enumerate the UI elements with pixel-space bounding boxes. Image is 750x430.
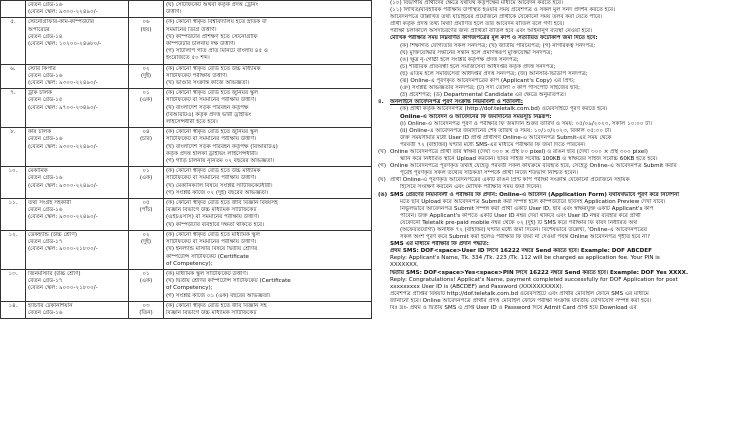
instruction-line <box>378 284 750 291</box>
post-cell <box>26 199 129 231</box>
table-row <box>1 1 372 18</box>
post-cell <box>26 64 129 89</box>
instruction-text: মৌখিক পরীক্ষার সময় নিম্নবর্ণিত কাগজপত্রের মূল কপি ও সত্যায়িত ফটোকপি জমা দিতে হবে: <box>390 35 598 42</box>
instruction-text: হিসেবে সংরক্ষণ করবেন এবং মৌখিক পরীক্ষার সময় জমা দিবেন। <box>400 184 542 191</box>
serial-cell: ৭. <box>1 89 26 128</box>
instruction-text: (১০) বিভাগীয় প্রার্থীদের ক্ষেত্রে যথাযথ কর্তৃপক্ষের মাধ্যমে আবেদন করতে হবে। <box>390 0 563 6</box>
instruction-line <box>378 262 750 269</box>
instruction-text: (ii) Online-এ আবেদনপত্র জমাদানের শেষ তারিখ ও সময়: ১০/১০/২০২৩, বিকাল ০৫:০০ টা। <box>400 127 612 134</box>
requirements-cell <box>164 230 372 269</box>
post-line: বেতন গ্রেড-১৬ <box>28 309 63 316</box>
instruction-text: Online আবেদনপত্রে প্রার্থী তার স্বাক্ষর (দৈর্ঘ্য ৩০০ × প্রস্থ ৮০ pixel) ও রঙিন ছবি (দৈর্ঘ্য ৩০০ × প্রস্থ ৩০০ pixel) <box>390 148 648 155</box>
instruction-line <box>378 85 750 92</box>
instruction-text: Reply: Congratulations! Applicat's Name, payment completed successfully for DOF Application for post <box>390 276 678 283</box>
instruction-text: যেকোনো Teletalk pre-paid mobile নম্বর থেকে ০২ (দুই) টি SMS করে পরীক্ষার ফি বাবদ নির্ধারিত অর্থ <box>400 219 637 226</box>
requirements-cell <box>164 167 372 199</box>
requirement-line: (ক) মাধ্যমিক স্কুল সার্টিফিকেট উত্তীর্ণ। <box>166 270 248 277</box>
instruction-line <box>378 170 750 177</box>
requirement-line: (খ) বাংলাদেশ সড়ক পরিবহন কর্তৃপক্ষ <box>166 104 249 111</box>
instruction-line <box>378 128 750 135</box>
requirements-cell <box>164 89 372 128</box>
instruction-line <box>378 57 750 64</box>
post-line: বেতন গ্রেড-১৬ <box>28 72 63 79</box>
instruction-line <box>378 255 750 262</box>
post-line: বেতন গ্রেড-১৭ <box>28 239 63 246</box>
instruction-line <box>378 305 750 312</box>
requirement-line: (গ) সংশ্লিষ্ট কাজে ০১ (এক) বছরের অভিজ্ঞতা। <box>166 292 271 299</box>
instruction-text: (ক) প্রার্থী কর্তৃক আবেদনপত্র (http://dof.teletalk.com.bd) ওয়েবসাইটে পূরণ করতে হবে। <box>400 106 608 113</box>
requirements-cell <box>164 269 372 301</box>
post-line: বেতন গ্রেড-১৬ <box>28 175 63 182</box>
post-cell <box>26 18 129 64</box>
instruction-line <box>378 277 750 284</box>
serial-cell: ১২. <box>1 230 26 269</box>
vacancy-table-column <box>0 0 372 430</box>
post-cell <box>26 301 129 318</box>
post-line: (বেতন স্কেল: ৯৩০০-২২৪৯০/- <box>28 80 98 87</box>
requirement-line: কম্পিটেন্সি সার্টিফিকেট (Certificate <box>166 253 249 260</box>
instruction-line <box>378 114 750 121</box>
requirement-line: (ক) কোনো স্বীকৃত বোর্ড হতে জীব বিজ্ঞান বিষয়সহ <box>166 200 278 207</box>
instruction-text: আবেদনপত্রে উল্লিখিত তথ্য যাচাইয়ের প্রয়োজনে প্রার্থীকে যেকোনো সময় তলব করা যেতে পারে। <box>390 14 603 21</box>
post-line: তথ্য সংগ্রহ সহকারী <box>28 200 72 207</box>
instruction-line <box>378 192 750 199</box>
serial-cell: ১০. <box>1 167 26 199</box>
post-line: বেতন গ্রেড-১৭ <box>28 278 63 285</box>
requirement-line: (খ) দ্বিতীয় শ্রেণির কম্পিটেন্সি সার্টিফিকেট (Certificate <box>166 278 291 285</box>
instruction-text: মতে ছবি Upload করে আবেদনপত্র Submit করা সম্পন্ন হলে কম্পিউটারে ছবিসহ Application Preview দেখা যাবে। <box>400 198 666 205</box>
instruction-line <box>378 156 750 163</box>
post-cell <box>26 230 129 269</box>
instruction-text: প্রথম SMS: DOF<space>User ID লিখে 16222 নম্বরে Send করতে হবে। Example: DOF ABCDEF <box>390 248 652 255</box>
instruction-line <box>378 199 750 206</box>
instruction-text: (অফেরতযোগ্য) অনধিক ৭২ (বাহাত্তর) ঘণ্টার মধ্যে জমা দিবেন। বিশেষভাবে উল্লেখ্য, 'Online-এ আবেদনপত্রের <box>400 227 647 233</box>
instruction-text: (ঝ) Online-এ পূরণকৃত আবেদনপত্রের কপি (Applicant's Copy) এর প্রিন্ট; <box>400 78 575 85</box>
instruction-text: সকল অংশ পূরণ করে Submit করা হলেও পরীক্ষার ফি জমা না দেওয়া পর্যন্ত Online আবেদনপত্র গৃহীত হবে না।' <box>400 234 651 241</box>
instruction-line <box>378 177 750 184</box>
instruction-line <box>378 92 750 99</box>
instruction-line <box>378 78 750 85</box>
instruction-text: অনলাইনে আবেদনপত্র পূরণ সংক্রান্ত নিয়মাবলী ও শর্তাবলী: <box>390 99 523 106</box>
post-cell <box>26 1 129 18</box>
instruction-line <box>378 21 750 28</box>
instruction-text: xxxxxxxxx User ID is (ABCDEF) and Password (XXXXXXXXXX). <box>390 283 564 290</box>
instruction-text: SMS এর মাধ্যমে পরীক্ষার ফি প্রদান পদ্ধতি: <box>390 241 489 248</box>
instruction-text: XXXXXXX. <box>390 262 419 269</box>
instruction-line <box>378 35 750 42</box>
requirement-line: সার্টিফিকেট পরীক্ষায় উত্তীর্ণ। <box>166 72 228 79</box>
requirement-line: (ক) কোনো স্বীকৃত বোর্ড হতে জীব বিজ্ঞান সহ <box>166 302 267 309</box>
item-marker: (ঘ) <box>378 177 386 184</box>
item-marker: (ঙ) <box>378 191 388 198</box>
post-line: কার চালক <box>28 129 52 136</box>
vacancy-count-cell: ০৩ (তিন) <box>129 301 164 318</box>
requirement-line: লাইসেন্সধারী হতে হবে। <box>166 119 218 126</box>
post-line: (বেতন স্কেল: ৯৩০০-২২৪৯০/- <box>28 214 98 221</box>
requirement-line: (বিআরটিএ) কর্তৃক প্রদত্ত ভারী ড্রাইভিং <box>166 111 252 118</box>
instruction-text: বিঃ দ্রঃ- প্রথম ও দ্বিতীয় SMS এ প্রাপ্ত User ID ও Password দিয়ে Admit Card প্রাপ্ত হয়ে Download এর <box>390 305 637 312</box>
post-line: ট্রাক চালক <box>28 90 53 97</box>
instruction-line <box>378 248 750 255</box>
requirements-cell <box>164 1 372 18</box>
instruction-text: জানানো হবে। Online আবেদনপত্রে প্রার্থীর প্রদত্ত মোবাইল ফোনে পরীক্ষা সংক্রান্ত যাবতীয় যোগাযোগ সম্পন্ন করা হবে। <box>390 297 652 304</box>
instruction-text: উক্ত সময়সীমার মধ্যে User ID প্রাপ্ত প্রার্থীগণ Online-এ আবেদনপত্র Submit-এর সময় থেকে <box>400 134 612 141</box>
post-line: (বেতন স্কেল: ৯৩০০-২২৪৯০/- <box>28 9 98 16</box>
requirement-line: (খ) মেকানিক্যাল বিষয়ে সংশ্লিষ্ট সার্টিফিকেটধারী। <box>166 182 273 189</box>
instruction-text: (ক) শিক্ষাগত যোগ্যতার সকল সনদপত্র; (খ) জাতীয় পরিচয়পত্র; (গ) নাগরিকত্ব সনদপত্র; <box>400 42 596 49</box>
instruction-text: প্রবেশপত্র প্রাপ্তির বিষয়টি http://dof.teletalk.com.bd ওয়েবসাইটে এবং প্রার্থীর মোবাইল ফোনে SMS এর মাধ্যমে <box>390 290 649 297</box>
requirement-line: সমমানের ডিগ্রি উত্তীর্ণ। <box>166 26 217 33</box>
instruction-text: পরবর্তী ৭২ (বাহাত্তর) ঘণ্টার মধ্যে SMS-এর মাধ্যমে পরীক্ষার ফি জমা দিতে পারবেন। <box>400 141 586 148</box>
requirement-line: ইংরেজিতে ৫০ শব্দ। <box>166 55 210 62</box>
instruction-line <box>378 241 750 248</box>
requirement-line: (খ) ভাণ্ডার সংক্রান্ত কাজে অভিজ্ঞতা। <box>166 80 250 87</box>
requirement-line: সার্টিফিকেট বা সমমানের পরীক্ষায় উত্তীর্ণ। <box>166 239 257 246</box>
instruction-text: (ঘ) মুক্তিযোদ্ধার সন্তানের সন্তান হলে প্রমাণস্বরূপ মুক্তিযোদ্ধা সনদপত্র; <box>400 49 553 56</box>
instruction-line <box>378 28 750 35</box>
table-row <box>1 64 372 89</box>
instruction-text: Reply: Applicant's Name, Tk. 334 /Tk. 223 /Tk. 112 will be charged as application fee. Your PIN is <box>390 255 660 262</box>
instruction-text: SMS প্রেরণের নিয়মাবলী ও পরীক্ষার ফি প্রদান: Online-এ আবেদন (Application Form) যথাযথভাবে পূরণ করে নির্দেশনা <box>390 191 680 198</box>
instruction-line <box>378 7 750 14</box>
requirement-line: (ঘ) সেটিফিকেট অথবা কর্তৃক প্রদত্ত ট্রেনিং <box>166 2 259 8</box>
table-row <box>1 301 372 318</box>
vacancy-count-cell: ০১ (এক) <box>129 89 164 128</box>
requirements-cell <box>164 199 372 231</box>
instruction-text: স্ক্যান করে নির্ধারিত স্থানে Upload করবেন। ছবির সাইজ সর্বোচ্চ 100KB ও স্বাক্ষরের সাইজ সর্বোচ্চ 60KB হতে হবে। <box>400 156 658 163</box>
instruction-line <box>378 291 750 298</box>
vacancy-count-cell: ০১ (এক) <box>129 269 164 301</box>
post-line: (বেতন স্কেল: ৯৩০০-২২৪৯০/- <box>28 182 98 189</box>
requirement-line: সার্টিফিকেট বা সমমানের পরীক্ষায় উত্তীর্ণ। <box>166 175 257 182</box>
requirement-line: বিজ্ঞান বিভাগে উচ্চ মাধ্যমিক সার্টিফিকেট <box>166 309 257 316</box>
instruction-text: পাবেন। উক্ত Applicant's কপিতে একটি User ID নম্বর দেয়া থাকবে এবং User ID নম্বর ব্যবহার করে প্রার্থী <box>400 212 641 219</box>
instruction-text: (ঞ) সংশ্লিষ্ট অভিজ্ঞতার সনদপত্র; (ট) সদ্য তোলা ৩ কপি পাসপোর্ট সাইজের ছবি; <box>400 85 581 92</box>
vacancy-count-cell: ০৪ (চার) <box>129 128 164 167</box>
instruction-text: (i) Online-এ আবেদনপত্র পূরণ ও পরীক্ষার ফি জমাদান শুরুর তারিখ ও সময়: ০৫/০৯/২০২৩, সকাল ১০:০০ টা। <box>400 120 652 127</box>
requirement-line: (এইচএসসি) বা সমমানের পরীক্ষায় উত্তীর্ণ। <box>166 214 260 221</box>
vacancy-count-cell: ০৬ (ছয়) <box>129 18 164 64</box>
instruction-line <box>378 149 750 156</box>
instruction-line <box>378 270 750 277</box>
requirements-cell <box>164 128 372 167</box>
post-line: বেতন গ্রেড-১৬ <box>28 136 63 143</box>
table-row <box>1 167 372 199</box>
table-row <box>1 230 372 269</box>
serial-cell: ১৩. <box>1 269 26 301</box>
post-line: অপারেটর <box>28 26 50 33</box>
instruction-line <box>378 227 750 234</box>
serial-cell <box>1 1 26 18</box>
instruction-text: নির্ভুলভাবে আবেদনপত্র Submit সম্পন্ন করা প্রার্থী একটি User ID, ছবি এবং স্বাক্ষরযুক্ত একটি Applicant's কপি <box>400 205 654 212</box>
requirement-line: (ক) কোনো স্বীকৃত বিশ্ববিদ্যালয় হতে স্নাতক বা <box>166 19 267 26</box>
requirement-line: বিজ্ঞান বিভাগে উচ্চ মাধ্যমিক সার্টিফিকেট <box>166 207 257 214</box>
serial-cell: ৬. <box>1 64 26 89</box>
vacancy-count-cell <box>129 1 164 18</box>
post-line: ডেকহ্যান্ড (উচ্চ শ্রেণি) <box>28 231 78 238</box>
vacancy-count-cell: ০২ (দুই) <box>129 64 164 89</box>
instruction-text: দ্বিতীয় SMS: DOF<space>Yes<space>PIN লিখে 16222 নম্বরে Send করতে হবে। Example: DOF Yes XXXX. <box>390 269 689 276</box>
instruction-text: Online-এ আবেদন ও আবেদনের ফি জমাদানের সময়সূচি নিম্নরূপ: <box>400 113 552 120</box>
instruction-text: Online আবেদনপত্রে পূরণকৃত তথ্যই যেহেতু পরবর্তী সকল কার্যক্রমে ব্যবহৃত হবে, সেহেতু Online-এ আবেদনপত্র Submit করার <box>390 163 677 170</box>
requirement-line: (গ) সংশ্লিষ্ট কাজে ০২ (দুই) বছরের অভিজ্ঞতা। <box>166 189 269 196</box>
instruction-line <box>378 298 750 305</box>
table-row <box>1 128 372 167</box>
requirement-line: কর্তৃক প্রদত্ত হালকা ড্রাইভিং লাইসেন্সধারী। <box>166 150 258 157</box>
post-line: হ্যাচারি টেকনিশিয়ান <box>28 302 73 309</box>
serial-cell: ১৪. <box>1 301 26 318</box>
instruction-line <box>378 106 750 113</box>
requirement-line: of Competency); <box>166 285 213 292</box>
requirement-line: (গ) সাঁটলিপি গতি প্রতি মিনিটে বাংলায় ৪৫ ও <box>166 48 268 55</box>
requirements-cell <box>164 301 372 318</box>
instruction-line <box>378 121 750 128</box>
instruction-line <box>378 206 750 213</box>
item-marker: (খ) <box>378 148 387 155</box>
instruction-line <box>378 64 750 71</box>
instruction-line <box>378 50 750 57</box>
requirement-line: (খ) ইনল্যান্ড মাস্টার বিষয়ে দ্বিতীয় শ্রেণির <box>166 246 258 253</box>
instruction-line <box>378 213 750 220</box>
post-line: বেতন গ্রেড-১৪ <box>28 33 63 40</box>
requirement-line: (ক) কোনো স্বীকৃত বোর্ড হতে উচ্চ মাধ্যমিক <box>166 65 261 72</box>
vacancy-count-cell: ০১ (এক) <box>129 167 164 199</box>
requirements-cell <box>164 64 372 89</box>
post-cell <box>26 128 129 167</box>
post-cell <box>26 89 129 128</box>
post-line: জিনমাস্টার (উচ্চ শ্রেণি) <box>28 270 81 277</box>
item-marker: (গ) <box>378 163 387 170</box>
post-line: (বেতন স্কেল: ৯৩০০-২২৪৯০/- <box>28 143 98 150</box>
instruction-line <box>378 0 750 7</box>
item-marker: ৪. <box>378 99 384 106</box>
instruction-text: (ঠ) প্রবেশপত্র; (ড) Departmental Candidate এর ক্ষেত্রে অনুমতিপত্র। <box>400 92 566 99</box>
table-row <box>1 199 372 231</box>
instruction-text: (১১) লিখিত/ব্যবহারিক পরীক্ষায় উপস্থিত হওয়ার সময় প্রবেশপত্র ও সকল মূল সনদ প্রদর্শন করতে হবে। <box>390 7 615 14</box>
post-line: (বেতন স্কেল: ৯০০০-২১৮০০/- <box>28 246 98 253</box>
post-line: স্টেনোগ্রাফার-কাম-কম্পিউটার <box>28 19 94 26</box>
post-line: (বেতন স্কেল: ৯৭০০-২৩৪৯০/- <box>28 104 98 111</box>
requirement-line: (খ) কম্পিউটার ব্যবহারে দক্ষতা থাকতে হবে। <box>166 221 264 228</box>
requirement-line: (ক) কোনো স্বীকৃত বোর্ড হতে জুনিয়র স্কুল <box>166 90 259 97</box>
instruction-text: প্রার্থী Online-এ পূরণকৃত আবেদনপত্রের একটি রঙিন প্রিন্ট কপি পরীক্ষা সংক্রান্ত যেকোনো প্রয়োজনে সহায়ক <box>390 177 630 184</box>
instruction-line <box>378 234 750 241</box>
post-line: (বেতন স্কেল: ৯০০০-২১৮০০/- <box>28 285 98 292</box>
requirement-line: (ক) কোনো স্বীকৃত বোর্ড হতে জুনিয়র স্কুল <box>166 129 259 136</box>
serial-cell: ৫. <box>1 18 26 64</box>
instruction-line <box>378 71 750 78</box>
instruction-line <box>378 43 750 50</box>
requirement-line: of Competency); <box>166 260 213 267</box>
vacancy-count-cell: ০৫ (পাঁচ) <box>129 199 164 231</box>
post-line: মেকানিক <box>28 168 48 175</box>
instructions-column <box>378 0 750 430</box>
requirement-line: সার্টিফিকেট বা সমমানের পরীক্ষায় উত্তীর্ণ। <box>166 97 257 104</box>
post-cell <box>26 269 129 301</box>
serial-cell: ৮. <box>1 128 26 167</box>
vacancy-table <box>0 0 372 319</box>
requirement-line: (গ) গাড়ি চালনায় ন্যূনতম ০২ বছরের অভিজ্ঞতা। <box>166 158 275 165</box>
post-line: বেতন গ্রেড-১৫ <box>28 97 63 104</box>
instruction-line <box>378 14 750 21</box>
instruction-text: (চ) শারীরিক প্রতিবন্ধী হলে সমাজসেবা অধিদপ্তর কর্তৃক প্রদত্ত সনদপত্র; <box>400 63 556 70</box>
requirement-line: কম্পিউটার চালনায় দক্ষ উত্তীর্ণ। <box>166 41 236 48</box>
instruction-line <box>378 184 750 191</box>
requirement-line: (ক) কোনো স্বীকৃত বোর্ড হতে মাধ্যমিক স্কুল <box>166 231 260 238</box>
post-line: (বেতন স্কেল: ১০২০০-২৪৬৮০/- <box>28 41 102 48</box>
instruction-line <box>378 142 750 149</box>
instruction-text: (ছ) এতিম হলে সমাজসেবা অধিদপ্তর প্রদত্ত সনদপত্র; (জ) আনসার-ভিডিপি সনদপত্র; <box>400 70 588 77</box>
requirement-line: উত্তীর্ণ। <box>166 9 182 16</box>
instruction-text: প্রার্থী কর্তৃক প্রদত্ত তথ্য মিথ্যা প্রমাণিত হলে তার আবেদন বাতিল বলে গণ্য হবে। <box>390 21 565 28</box>
serial-cell: ১১. <box>1 199 26 231</box>
requirement-line: (খ) বাংলাদেশ সড়ক পরিবহন কর্তৃপক্ষ (বিআরটিএ) <box>166 143 278 150</box>
requirements-cell <box>164 18 372 64</box>
instruction-line <box>378 220 750 227</box>
instruction-text: (ঙ) ক্ষুদ্র নৃ-গোষ্ঠী হলে সংশ্লিষ্ট কর্তৃপক্ষ প্রদত্ত সনদপত্র; <box>400 56 519 63</box>
instruction-text: পরীক্ষা চলাকালে অসদাচরণের জন্য প্রার্থিতা বাতিল হবে এবং আইনানুগ ব্যবস্থা নেওয়া হবে। <box>390 28 592 35</box>
instruction-line <box>378 163 750 170</box>
requirement-line: (খ) কম্পিউটার প্রশিক্ষণ হতে স্টেনোগ্রাফি <box>166 33 258 40</box>
vacancy-count-cell: ০২ (দুই) <box>129 230 164 269</box>
instruction-line <box>378 135 750 142</box>
post-cell <box>26 167 129 199</box>
post-line: স্টোর কিপার <box>28 65 56 72</box>
requirement-line: সার্টিফিকেট বা সমমানের পরীক্ষায় উত্তীর্ণ। <box>166 136 257 143</box>
instruction-text: পূর্বেই পূরণকৃত সকল তথ্যের সঠিকতা সম্পর্কে প্রার্থী নিজে শতভাগ নিশ্চিত হবেন। <box>400 170 579 177</box>
post-line: বেতন গ্রেড-১৬ <box>28 207 63 214</box>
instruction-line <box>378 99 750 106</box>
table-row <box>1 89 372 128</box>
table-row <box>1 18 372 64</box>
requirement-line: (ক) কোনো স্বীকৃত বোর্ড হতে উচ্চ মাধ্যমিক <box>166 168 261 175</box>
table-row <box>1 269 372 301</box>
post-line: বেতন গ্রেড-১৬ <box>28 2 63 8</box>
